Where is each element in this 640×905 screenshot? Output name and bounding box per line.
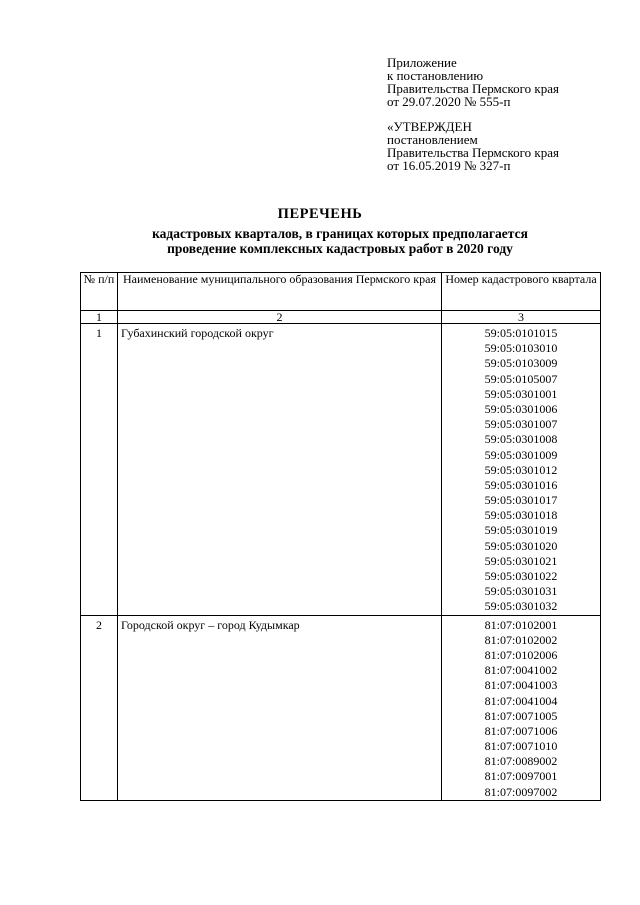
cadastral-code: 59:05:0301008 bbox=[484, 432, 558, 447]
cadastral-code: 81:07:0097002 bbox=[484, 784, 558, 799]
cadastral-code: 59:05:0301012 bbox=[484, 462, 558, 477]
attachment-line-2: к постановлению bbox=[387, 68, 484, 83]
cadastral-code: 81:07:0071005 bbox=[484, 708, 558, 723]
cadastral-code: 81:07:0102006 bbox=[484, 647, 558, 662]
table-row bbox=[81, 324, 601, 616]
row-index: 2 bbox=[81, 615, 118, 800]
approval-line-4: от 16.05.2019 № 327-п bbox=[387, 158, 511, 173]
cadastral-codes-cell bbox=[442, 615, 601, 800]
attachment-block bbox=[387, 56, 559, 108]
cadastral-code: 81:07:0071010 bbox=[484, 739, 558, 754]
header-code: Номер кадастрового квартала bbox=[442, 273, 601, 311]
column-number-3: 3 bbox=[442, 311, 601, 324]
attachment-line-4: от 29.07.2020 № 555-п bbox=[387, 94, 511, 109]
cadastral-table bbox=[80, 272, 601, 801]
cadastral-code: 81:07:0041004 bbox=[484, 693, 558, 708]
cadastral-code: 81:07:0089002 bbox=[484, 754, 558, 769]
cadastral-code: 59:05:0301016 bbox=[484, 477, 558, 492]
approval-line-2: постановлением bbox=[387, 132, 478, 147]
cadastral-code: 59:05:0301022 bbox=[484, 569, 558, 583]
cadastral-code: 81:07:0097001 bbox=[484, 769, 558, 784]
cadastral-code: 81:07:0071006 bbox=[484, 723, 558, 738]
cadastral-code: 59:05:0301018 bbox=[484, 508, 558, 523]
attachment-line-3: Правительства Пермского края bbox=[387, 81, 559, 96]
cadastral-code: 59:05:0301032 bbox=[484, 599, 558, 614]
document-subtitle bbox=[80, 226, 600, 256]
cadastral-code: 81:07:0102001 bbox=[484, 617, 558, 632]
column-number-2: 2 bbox=[118, 311, 442, 324]
header-name: Наименование муниципального образования Пермского края bbox=[118, 273, 442, 311]
column-number-row bbox=[81, 311, 601, 324]
cadastral-code: 59:05:0301006 bbox=[484, 401, 558, 416]
cadastral-codes-cell bbox=[442, 324, 601, 616]
table-header-row bbox=[81, 273, 601, 311]
subtitle-line-2: проведение комплексных кадастровых работ в 2020 году bbox=[167, 241, 513, 256]
approval-line-1: «УТВЕРЖДЕН bbox=[387, 119, 472, 134]
column-number-1: 1 bbox=[81, 311, 118, 324]
attachment-line-1: Приложение bbox=[387, 55, 457, 70]
cadastral-code: 81:07:0102002 bbox=[484, 632, 558, 647]
cadastral-code: 81:07:0041003 bbox=[484, 678, 558, 693]
subtitle-line-1: кадастровых кварталов, в границах которых предполагается bbox=[152, 226, 528, 241]
cadastral-code: 81:07:0041002 bbox=[484, 663, 558, 678]
document-title: ПЕРЕЧЕНЬ bbox=[277, 206, 363, 222]
cadastral-code: 59:05:0103010 bbox=[484, 341, 558, 356]
cadastral-code: 59:05:0301031 bbox=[484, 584, 558, 599]
cadastral-code: 59:05:0301007 bbox=[484, 417, 558, 432]
cadastral-code: 59:05:0101015 bbox=[484, 326, 558, 340]
cadastral-code: 59:05:0301019 bbox=[484, 523, 558, 538]
cadastral-code: 59:05:0301009 bbox=[484, 447, 558, 462]
cadastral-code: 59:05:0105007 bbox=[484, 371, 558, 386]
municipality-name: Городской округ – город Кудымкар bbox=[118, 615, 442, 800]
cadastral-code: 59:05:0301020 bbox=[484, 538, 558, 553]
approval-line-3: Правительства Пермского края bbox=[387, 145, 559, 160]
municipality-name: Губахинский городской округ bbox=[118, 324, 442, 616]
cadastral-code: 59:05:0103009 bbox=[484, 356, 558, 371]
cadastral-code: 59:05:0301001 bbox=[484, 386, 558, 401]
approval-block bbox=[387, 120, 559, 172]
table-row bbox=[81, 615, 601, 800]
row-index: 1 bbox=[81, 324, 118, 616]
cadastral-code: 59:05:0301017 bbox=[484, 493, 558, 508]
cadastral-code: 59:05:0301021 bbox=[484, 553, 558, 568]
header-num: № п/п bbox=[81, 273, 118, 311]
